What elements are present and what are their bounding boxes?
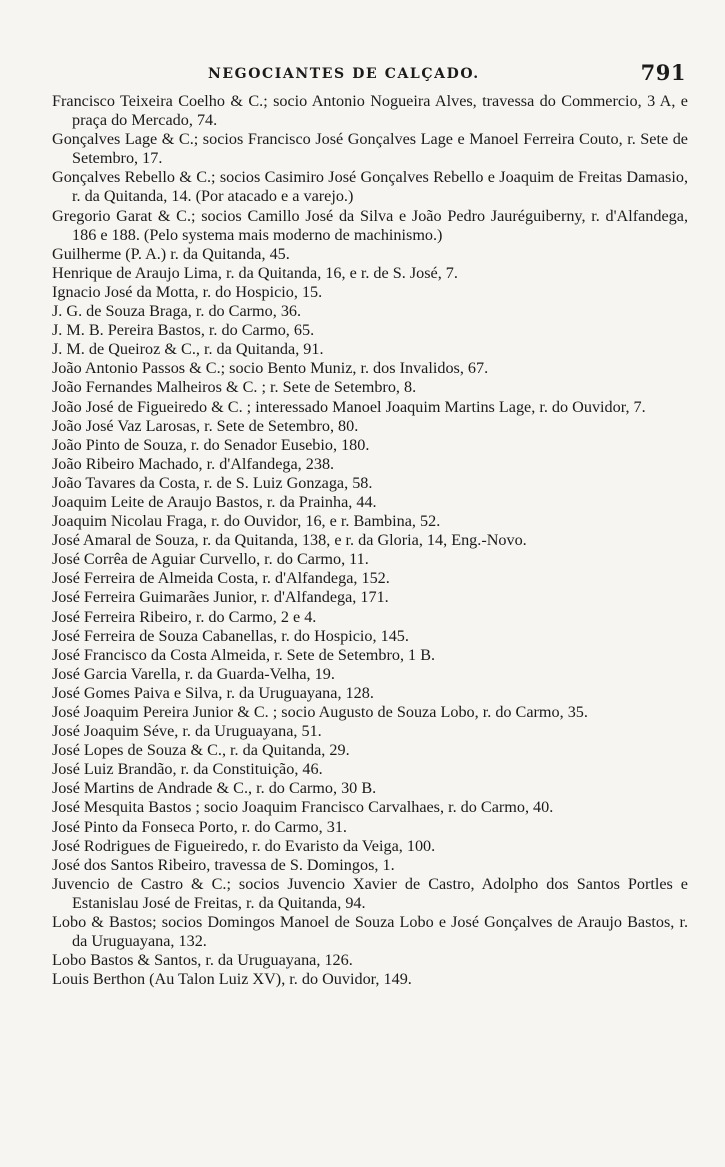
list-item: João José Vaz Larosas, r. Sete de Setembro, 80. xyxy=(52,416,359,435)
list-item: José Ferreira de Souza Cabanellas, r. do Hospicio, 145. xyxy=(52,626,409,645)
list-item: Guilherme (P. A.) r. da Quitanda, 45. xyxy=(52,244,290,263)
list-item: Francisco Teixeira Coelho & C.; socio Antonio Nogueira Alves, travessa do Commercio, 3 A, e praça do Mercado, 74. xyxy=(52,92,688,130)
list-item: J. M. B. Pereira Bastos, r. do Carmo, 65. xyxy=(52,321,315,340)
list-item: José Ferreira de Almeida Costa, r. d'Alfandega, 152. xyxy=(52,569,390,588)
list-item: Lobo Bastos & Santos, r. da Uruguayana, 126. xyxy=(52,951,353,970)
list-item: Gonçalves Lage & C.; socios Francisco José Gonçalves Lage e Manoel Ferreira Couto, r. Sete de Setembro, 17. xyxy=(52,130,688,168)
list-item: Joaquim Nicolau Fraga, r. do Ouvidor, 16, e r. Bambina, 52. xyxy=(52,512,441,531)
list-item: J. G. de Souza Braga, r. do Carmo, 36. xyxy=(52,302,302,321)
list-item: José Rodrigues de Figueiredo, r. do Evaristo da Veiga, 100. xyxy=(52,836,436,855)
section-title: NEGOCIANTES DE CALÇADO. xyxy=(208,66,480,82)
list-item: Henrique de Araujo Lima, r. da Quitanda, 16, e r. de S. José, 7. xyxy=(52,263,458,282)
list-item: José Amaral de Souza, r. da Quitanda, 138, e r. da Gloria, 14, Eng.-Novo. xyxy=(52,531,527,550)
page-number: 791 xyxy=(640,60,686,85)
list-item: João Tavares da Costa, r. de S. Luiz Gonzaga, 58. xyxy=(52,473,373,492)
running-head xyxy=(48,60,688,94)
list-item: José Martins de Andrade & C., r. do Carmo, 30 B. xyxy=(52,779,377,798)
list-item: José Ferreira Guimarães Junior, r. d'Alfandega, 171. xyxy=(52,588,389,607)
merchant-list xyxy=(52,92,688,989)
list-item: João Antonio Passos & C.; socio Bento Muniz, r. dos Invalidos, 67. xyxy=(52,359,489,378)
list-item: José Lopes de Souza & C., r. da Quitanda, 29. xyxy=(52,741,350,760)
list-item: João Pinto de Souza, r. do Senador Eusebio, 180. xyxy=(52,435,370,454)
list-item: José Luiz Brandão, r. da Constituição, 46. xyxy=(52,760,323,779)
list-item: Juvencio de Castro & C.; socios Juvencio Xavier de Castro, Adolpho dos Santos Portles e Estanislau José de Freitas, r. da Quitanda, 94. xyxy=(52,874,688,912)
list-item: José Gomes Paiva e Silva, r. da Uruguayana, 128. xyxy=(52,683,374,702)
list-item: João Fernandes Malheiros & C. ; r. Sete de Setembro, 8. xyxy=(52,378,417,397)
list-item: José Joaquim Séve, r. da Uruguayana, 51. xyxy=(52,722,322,741)
list-item: Lobo & Bastos; socios Domingos Manoel de Souza Lobo e José Gonçalves de Araujo Bastos, r. da Uruguayana, 132. xyxy=(52,913,688,951)
list-item: Louis Berthon (Au Talon Luiz XV), r. do Ouvidor, 149. xyxy=(52,970,412,989)
list-item: José Joaquim Pereira Junior & C. ; socio Augusto de Souza Lobo, r. do Carmo, 35. xyxy=(52,703,588,721)
list-item: José Francisco da Costa Almeida, r. Sete de Setembro, 1 B. xyxy=(52,645,436,664)
list-item: José Garcia Varella, r. da Guarda-Velha, 19. xyxy=(52,664,335,683)
list-item: J. M. de Queiroz & C., r. da Quitanda, 91. xyxy=(52,340,324,359)
list-item: João Ribeiro Machado, r. d'Alfandega, 238. xyxy=(52,454,335,473)
list-item: João José de Figueiredo & C. ; interessado Manoel Joaquim Martins Lage, r. do Ouvidor, 7. xyxy=(52,397,646,416)
list-item: Gonçalves Rebello & C.; socios Casimiro José Gonçalves Rebello e Joaquim de Freitas Damasio, r. da Quitanda, 14. (Por atacado e a varejo.) xyxy=(52,168,688,206)
list-item: José Pinto da Fonseca Porto, r. do Carmo, 31. xyxy=(52,817,347,836)
list-item: José Corrêa de Aguiar Curvello, r. do Carmo, 11. xyxy=(52,550,369,569)
list-item: José dos Santos Ribeiro, travessa de S. Domingos, 1. xyxy=(52,855,395,874)
list-item: Ignacio José da Motta, r. do Hospicio, 15. xyxy=(52,282,323,301)
list-item: Gregorio Garat & C.; socios Camillo José da Silva e João Pedro Jauréguiberny, r. d'Alfandega, 186 e 188. (Pelo systema mais moderno de machinismo.) xyxy=(52,206,688,244)
list-item: Joaquim Leite de Araujo Bastos, r. da Prainha, 44. xyxy=(52,492,377,511)
list-item: José Mesquita Bastos ; socio Joaquim Francisco Carvalhaes, r. do Carmo, 40. xyxy=(52,798,554,817)
list-item: José Ferreira Ribeiro, r. do Carmo, 2 e 4. xyxy=(52,607,317,626)
